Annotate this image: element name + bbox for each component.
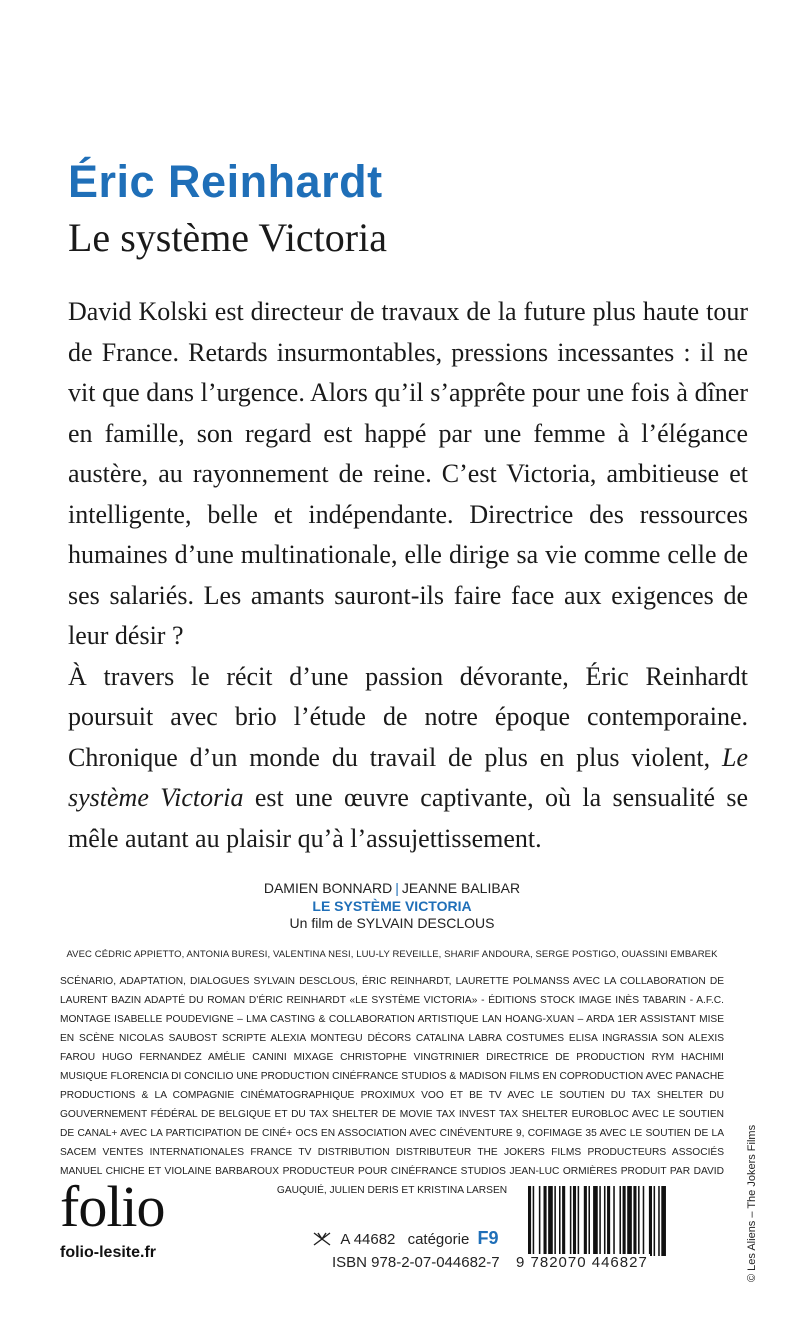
folio-logo: folio: [60, 1174, 165, 1239]
barcode-bar: [573, 1186, 576, 1256]
barcode-bar: [588, 1186, 590, 1256]
barcode-bar: [661, 1186, 666, 1256]
barcode-bar: [593, 1186, 598, 1256]
blurb-p2-italic-title: Le système Victoria: [68, 742, 748, 812]
barcode-bar: [533, 1186, 535, 1256]
reference-line: [313, 1228, 498, 1250]
barcode-bar: [554, 1186, 556, 1256]
reference-code: A 44682: [340, 1231, 396, 1248]
lead-actor-1: DAMIEN BONNARD: [263, 880, 393, 896]
film-title: LE SYSTÈME VICTORIA: [312, 898, 472, 914]
barcode-bar: [623, 1186, 626, 1256]
publisher-emblem-icon: [313, 1232, 331, 1250]
film-credits: [60, 880, 724, 1200]
barcode-bar: [539, 1186, 541, 1256]
folio-website: folio-lesite.fr: [60, 1244, 157, 1261]
barcode-digits: 9 782070 446827: [516, 1254, 648, 1271]
barcode-bar: [578, 1186, 580, 1256]
film-by-prefix: Un film de: [289, 915, 353, 931]
barcode-bar: [599, 1186, 601, 1256]
barcode-bar: [570, 1186, 572, 1256]
barcode-bar: [638, 1186, 640, 1256]
barcode-bar: [548, 1186, 553, 1256]
lead-actor-2: JEANNE BALIBAR: [401, 880, 521, 896]
barcode-bar: [619, 1186, 621, 1256]
cast-separator: |: [395, 880, 399, 896]
barcode-bar: [559, 1186, 561, 1256]
barcode-bar: [654, 1186, 656, 1256]
blurb-p2-start: À travers le récit d’une passion dévorante, Éric Reinhardt poursuit avec brio l’étude de notre époque contemporaine. Chronique d’un monde du travail de plus en plus violent,: [68, 661, 748, 772]
barcode-bar: [604, 1186, 606, 1256]
barcode-bar: [607, 1186, 610, 1256]
barcode-bar: [562, 1186, 565, 1256]
book-title: Le système Victoria: [68, 215, 387, 260]
copyright-notice: © Les Aliens – The Jokers Films: [746, 1124, 758, 1282]
barcode-bar: [613, 1186, 615, 1256]
blurb-paragraph-2: [68, 657, 748, 860]
supporting-cast: AVEC CÉDRIC APPIETTO, ANTONIA BURESI, VALENTINA NESI, LUU-LY REVEILLE, SHARIF ANDOURA, SERGE POSTIGO, OUASSINI EMBAREK: [66, 949, 718, 960]
blurb-p2-end: est une œuvre captivante, où la sensualité se mêle autant au plaisir qu’à l’assujettissement.: [68, 783, 748, 853]
category-code: F9: [477, 1228, 499, 1248]
credits-block: SCÉNARIO, ADAPTATION, DIALOGUES SYLVAIN DESCLOUS, ÉRIC REINHARDT, LAURETTE POLMANSS AVEC LA COLLABORATION DE LAURENT BAZIN ADAPTÉ DU ROMAN D’ÉRIC REINHARDT «LE SYSTÈME VICTORIA» - ÉDITIONS STOCK IMAGE INÈS TABARIN - A.F.C. MONTAGE ISABELLE POUDEVIGNE – LMA CASTING & COLLABORATION ARTISTIQUE LAN HOANG-XUAN – ARDA 1ER ASSISTANT MISE EN SCÈNE NICOLAS SAUBOST SCRIPTE ALEXIA MONTEGU DÉCORS CATALINA LABRA COSTUMES ELISA INGRASSIA SON ALEXIS FAROU HUGO FERNANDEZ AMÉLIE CANINI MIXAGE CHRISTOPHE VINGTRINIER DIRECTRICE DE PRODUCTION RYM HACHIMI MUSIQUE FLORENCIA DI CONCILIO UNE PRODUCTION CINÉFRANCE STUDIOS & MADISON FILMS EN COPRODUCTION AVEC PANACHE PRODUCTIONS & LA COMPAGNIE CINÉMATOGRAPHIQUE PROXIMUX VOO ET BE TV AVEC LE SOUTIEN DU TAX SHELTER DU GOUVERNEMENT FÉDÉRAL DE BELGIQUE ET DU TAX SHELTER DE MOVIE TAX INVEST TAX SHELTER EUROBLOC AVEC LE SOUTIEN DE CANAL+ AVEC LA PARTICIPATION DE CINÉ+ OCS EN ASSOCIATION AVEC CINÉVENTURE 9, COFIMAGE 35 AVEC LE SOUTIEN DE LA SACEM VENTES INTERNATIONALES FRANCE TV DISTRIBUTION DISTRIBUTEUR THE JOKERS FILMS PRODUCTEURS ASSOCIÉS MANUEL CHICHE ET VIOLAINE BARBAROUX PRODUCTEUR POUR CINÉFRANCE STUDIOS JEAN-LUC ORMIÈRES PRODUIT PAR DAVID GAUQUIÉ, JULIEN DERIS ET KRISTINA LARSEN: [60, 976, 724, 1196]
barcode-bar: [643, 1186, 645, 1256]
barcode-bar: [627, 1186, 632, 1256]
barcode-bar: [633, 1186, 636, 1256]
barcode-bar: [528, 1186, 531, 1256]
barcode-bar: [544, 1186, 547, 1256]
barcode-bar: [658, 1186, 660, 1256]
category-label: catégorie: [407, 1231, 470, 1248]
blurb: [68, 292, 748, 859]
isbn: ISBN 978-2-07-044682-7: [332, 1254, 500, 1271]
lead-cast: [60, 880, 724, 896]
film-director-line: [60, 915, 724, 931]
barcode-bar: [649, 1186, 652, 1256]
author-name: Éric Reinhardt: [68, 156, 383, 207]
blurb-paragraph-1: David Kolski est directeur de travaux de la future plus haute tour de France. Retards insurmontables, pressions incessantes : il ne vit que dans l’urgence. Alors qu’il s’apprête pour une fois à dîner en famille, son regard est happé par une femme à l’élégance austère, au rayonnement de reine. C’est Victoria, ambitieuse et intelligente, belle et indépendante. Directrice des ressources humaines d’une multinationale, elle dirige sa vie comme celle de ses salariés. Les amants sauront-ils faire face aux exigences de leur désir ?: [68, 297, 748, 650]
barcode-bar: [584, 1186, 587, 1256]
film-director: SYLVAIN DESCLOUS: [356, 915, 495, 931]
